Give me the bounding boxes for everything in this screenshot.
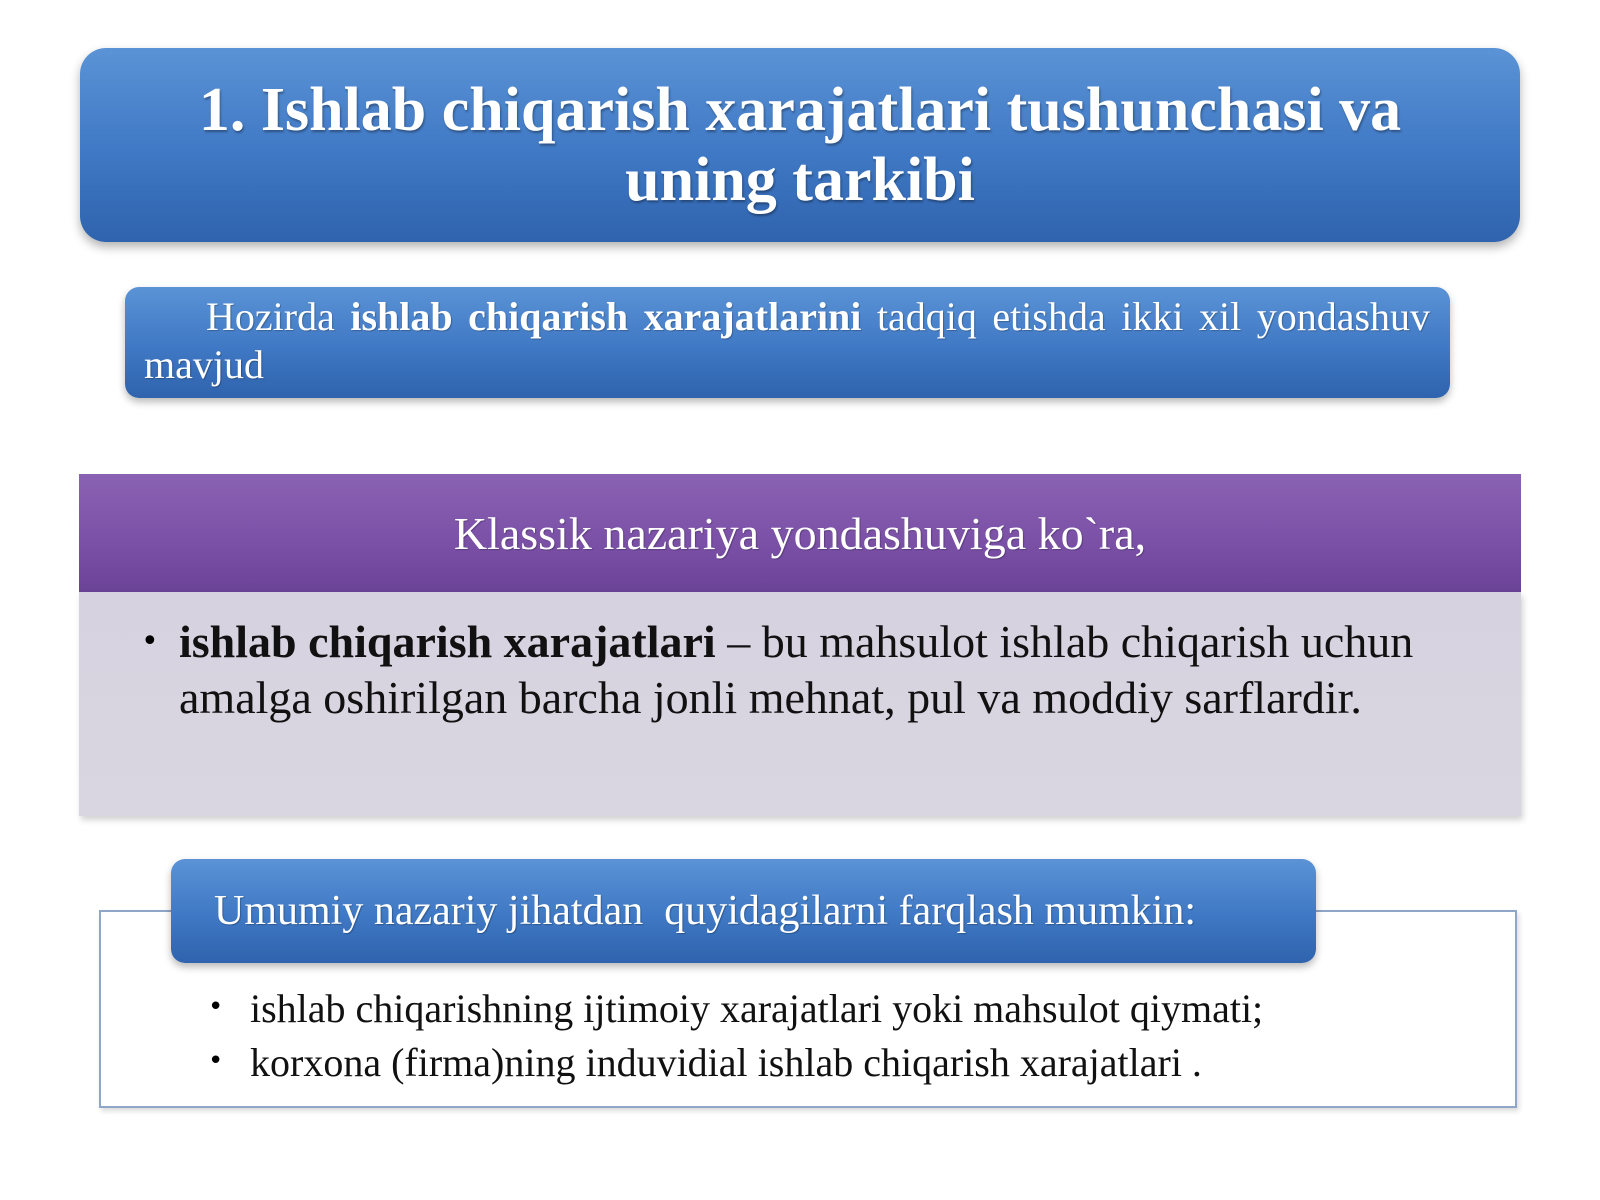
list-item-text: korxona (firma)ning induvidial ishlab chiqarish xarajatlari . — [250, 1040, 1202, 1085]
definition-text: – bu mahsulot ishlab chiqarish uchun amalga oshirilgan barcha jonli mehnat, pul va moddiy sarflardir. — [179, 616, 1414, 723]
intro-suffix: tadqiq etishda ikki xil yondashuv mavjud — [144, 294, 1431, 387]
intro-bold-term: ishlab chiqarish xarajatlarini — [350, 294, 862, 339]
list-item — [141, 614, 1481, 726]
list-item — [208, 1036, 1488, 1090]
definition-term: ishlab chiqarish xarajatlari — [179, 616, 716, 667]
intro-text — [144, 293, 1430, 389]
slide-title-line-1: 1. Ishlab chiqarish xarajatlari tushunchasi va — [198, 76, 1402, 144]
general-theory-header — [171, 859, 1316, 963]
classic-theory-header — [79, 474, 1521, 592]
intro-prefix: Hozirda — [206, 294, 335, 339]
slide-title — [199, 75, 1401, 215]
bullet-icon: • — [141, 624, 159, 659]
bullet-icon: • — [208, 992, 224, 1022]
general-theory-list — [208, 982, 1488, 1090]
list-item — [208, 982, 1488, 1036]
classic-theory-body — [79, 592, 1521, 816]
slide-title-line-2: uning tarkibi — [625, 146, 975, 214]
classic-theory-header-text: Klassik nazariya yondashuviga ko`ra, — [453, 507, 1147, 559]
intro-box — [125, 287, 1450, 398]
bullet-icon: • — [208, 1046, 224, 1076]
title-banner — [80, 48, 1520, 242]
classic-definition — [179, 614, 1481, 726]
general-theory-header-text: Umumiy nazariy jihatdan quyidagilarni farqlash mumkin: — [214, 888, 1197, 934]
list-item-text: ishlab chiqarishning ijtimoiy xarajatlari yoki mahsulot qiymati; — [250, 986, 1264, 1031]
